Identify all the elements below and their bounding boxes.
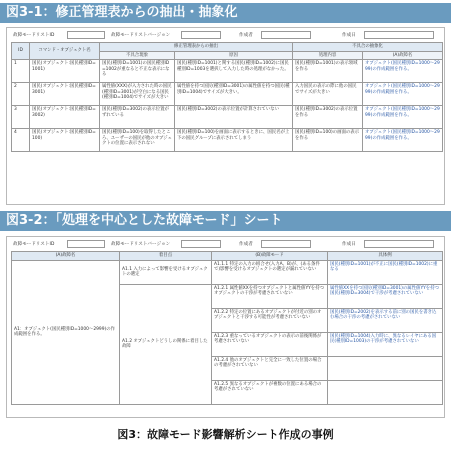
row-mode: オブジェクト(国民種別ID=1000～2999)の作成範囲を作る。 <box>363 106 443 129</box>
row-object: 国民(オブジェクト:国民種別ID=3002) <box>30 106 100 129</box>
failure-name-cell: A1：オブジェクト(国民種別ID=1000～2999)の作成範囲を作る。 <box>12 260 120 404</box>
version-field[interactable] <box>181 240 221 248</box>
date-field[interactable] <box>364 240 434 248</box>
col-mode-header: (A)故障名 <box>363 51 443 60</box>
col-cause-header: 原因 <box>175 51 293 60</box>
date-field[interactable] <box>364 31 434 39</box>
failure-mode-table <box>11 251 443 405</box>
section2-meta-row <box>7 238 444 250</box>
row-object: 国民(オブジェクト:国民種別ID=1001) <box>30 60 100 83</box>
table-row <box>12 83 443 106</box>
focus-cell: A1.1 入力によって影響を受けるオブジェクトの選定 <box>120 260 212 284</box>
author-field[interactable] <box>261 31 311 39</box>
example-cell: 属性値XXを持つ国民(種別ID=3001)の属性値YYを持つ国民(種別ID=3004)で干渉が考慮されていない <box>328 284 443 308</box>
row-object: 国民(オブジェクト:国民種別ID=100) <box>30 129 100 152</box>
row-mode: オブジェクト(国民種別ID=1000～2999)の作成範囲を作る。 <box>363 60 443 83</box>
row-defect: 属性値(XXX)が入力された時の国民(種別ID=3001)が空白になる国民(種別ID=1004)でサイズが大きい <box>100 83 175 106</box>
version-label: 故障モードリストバージョン <box>111 242 171 247</box>
row-mode: オブジェクト(国民種別ID=1000～2999)の作成範囲を作る。 <box>363 129 443 152</box>
author-field[interactable] <box>261 240 311 248</box>
dev-mode-cell: A1.2.1 属性値XXを持つオブジェクトと属性値YYを持つオブジェクトの干渉が考慮されていない <box>212 284 328 308</box>
row-id: 3 <box>12 106 30 129</box>
date-label: 作成日 <box>342 242 356 247</box>
focus-cell: A1.2 オブジェクトどうしの関係に着目した故障 <box>120 284 212 404</box>
row-summary: 国民(種別ID=3002)の表示位置を作る <box>293 106 363 129</box>
module-id-field[interactable] <box>67 240 105 248</box>
module-id-label: 故障モードリストID <box>13 33 55 38</box>
date-label: 作成日 <box>342 33 356 38</box>
module-id-field[interactable] <box>67 31 105 39</box>
version-field[interactable] <box>181 31 221 39</box>
example-cell-empty <box>328 356 443 380</box>
example-cell: 国民(種別ID=1004)入力時に、異なるレイヤにある国民(種別ID=1003)の干渉が考慮されていない <box>328 332 443 356</box>
row-defect: 国民(種別ID=1001)の国民種別ID=1002が重なると不正な表示になる <box>100 60 175 83</box>
fix-table-panel <box>6 27 445 205</box>
row-id: 4 <box>12 129 30 152</box>
row-summary: 国民(種別ID=1001)の表示領域を作る <box>293 60 363 83</box>
table-row <box>12 260 443 284</box>
fix-management-table <box>11 42 443 152</box>
row-id: 2 <box>12 83 30 106</box>
table-row <box>12 129 443 152</box>
failure-mode-sheet-panel <box>6 236 445 418</box>
section2-title: 図3-2：「処理を中心とした故障モード」シート <box>0 211 451 231</box>
dev-mode-cell: A1.1.1 特定の入力の組合せ(入力A、B)が、(ある条件で)影響を受けるオブジェクトの選定が漏れていない <box>212 260 328 284</box>
table-row <box>12 106 443 129</box>
table-row <box>12 60 443 83</box>
dev-mode-cell: A1.2.3 重なっているオブジェクトの表示の前後関係が考慮されていない <box>212 332 328 356</box>
col-mode-header: (A)故障名 <box>12 252 120 261</box>
example-cell: 国民(種別ID=2002)を表示する前に別の国民を書き込む場合の干渉の考慮がされていない <box>328 308 443 332</box>
row-cause: 国民(種別ID=100)を画面に表示するときに、国民名が上下の国民グループに表示されてしまう <box>175 129 293 152</box>
row-cause: 国民(種別ID=1001)と関する国民(種別ID=1002)に国民種別ID=1003を選択して入力した時の処理がなかった。 <box>175 60 293 83</box>
row-summary: 入力国民の表示の際に他の国民でサイズが大きい <box>293 83 363 106</box>
section1-meta-row <box>7 29 444 41</box>
row-object: 国民(オブジェクト:国民種別ID=3001) <box>30 83 100 106</box>
row-cause: 属性値を持つ国民(種別ID=3001)の属性値を持つ国民(種別ID=1004)でサイズが大きい。 <box>175 83 293 106</box>
row-mode: オブジェクト(国民種別ID=1000～2999)の作成範囲を作る。 <box>363 83 443 106</box>
dev-mode-cell: A1.2.4 他のオブジェクトと完全に一致した位置の場合の考慮がされていない <box>212 356 328 380</box>
row-id: 1 <box>12 60 30 83</box>
row-defect: 国民(種別ID=3002)の表示位置がずれている <box>100 106 175 129</box>
col-defect-header: 不具合現象 <box>100 51 175 60</box>
example-cell: 国民(種別ID=1001)が不正に国民(種別ID=1002)に重なる <box>328 260 443 284</box>
section1-title: 図3-1：修正管理表からの抽出・抽象化 <box>0 3 451 23</box>
author-label: 作成者 <box>239 242 253 247</box>
version-label: 故障モードリストバージョン <box>111 33 171 38</box>
row-defect: 国民(種別ID=100)を取得したところ、ユーザーの国民が他のオブジェクトの位置に表示されない <box>100 129 175 152</box>
row-cause: 国民(種別ID=3002)の表示位置が計算されていない <box>175 106 293 129</box>
group-extract-header: 修正管理表からの抽出 <box>100 43 293 52</box>
module-id-label: 故障モードリストID <box>13 242 55 247</box>
dev-mode-cell: A1.2.2 特定の位置にあるオブジェクトが付近の別のオブジェクトと干渉する可能性が考慮されていない <box>212 308 328 332</box>
col-id-header: ID <box>12 43 30 60</box>
example-cell-empty <box>328 380 443 404</box>
row-summary: 国民(種別ID=100)の画面の表示を作る <box>293 129 363 152</box>
col-focus-header: 着目点 <box>120 252 212 261</box>
group-abstract-header: 不具合の抽象化 <box>293 43 443 52</box>
col-object-header: コマンド・オブジェクト名 <box>30 43 100 60</box>
col-summary-header: 処理内容 <box>293 51 363 60</box>
author-label: 作成者 <box>239 33 253 38</box>
col-example-header: 具体例 <box>328 252 443 261</box>
col-dev-mode-header: (B)故障モード <box>212 252 328 261</box>
figure-caption: 図3：故障モード影響解析シート作成の事例 <box>117 428 334 441</box>
dev-mode-cell: A1.2.5 異なるオブジェクトが複数の位置にある場合の考慮がされていない <box>212 380 328 404</box>
